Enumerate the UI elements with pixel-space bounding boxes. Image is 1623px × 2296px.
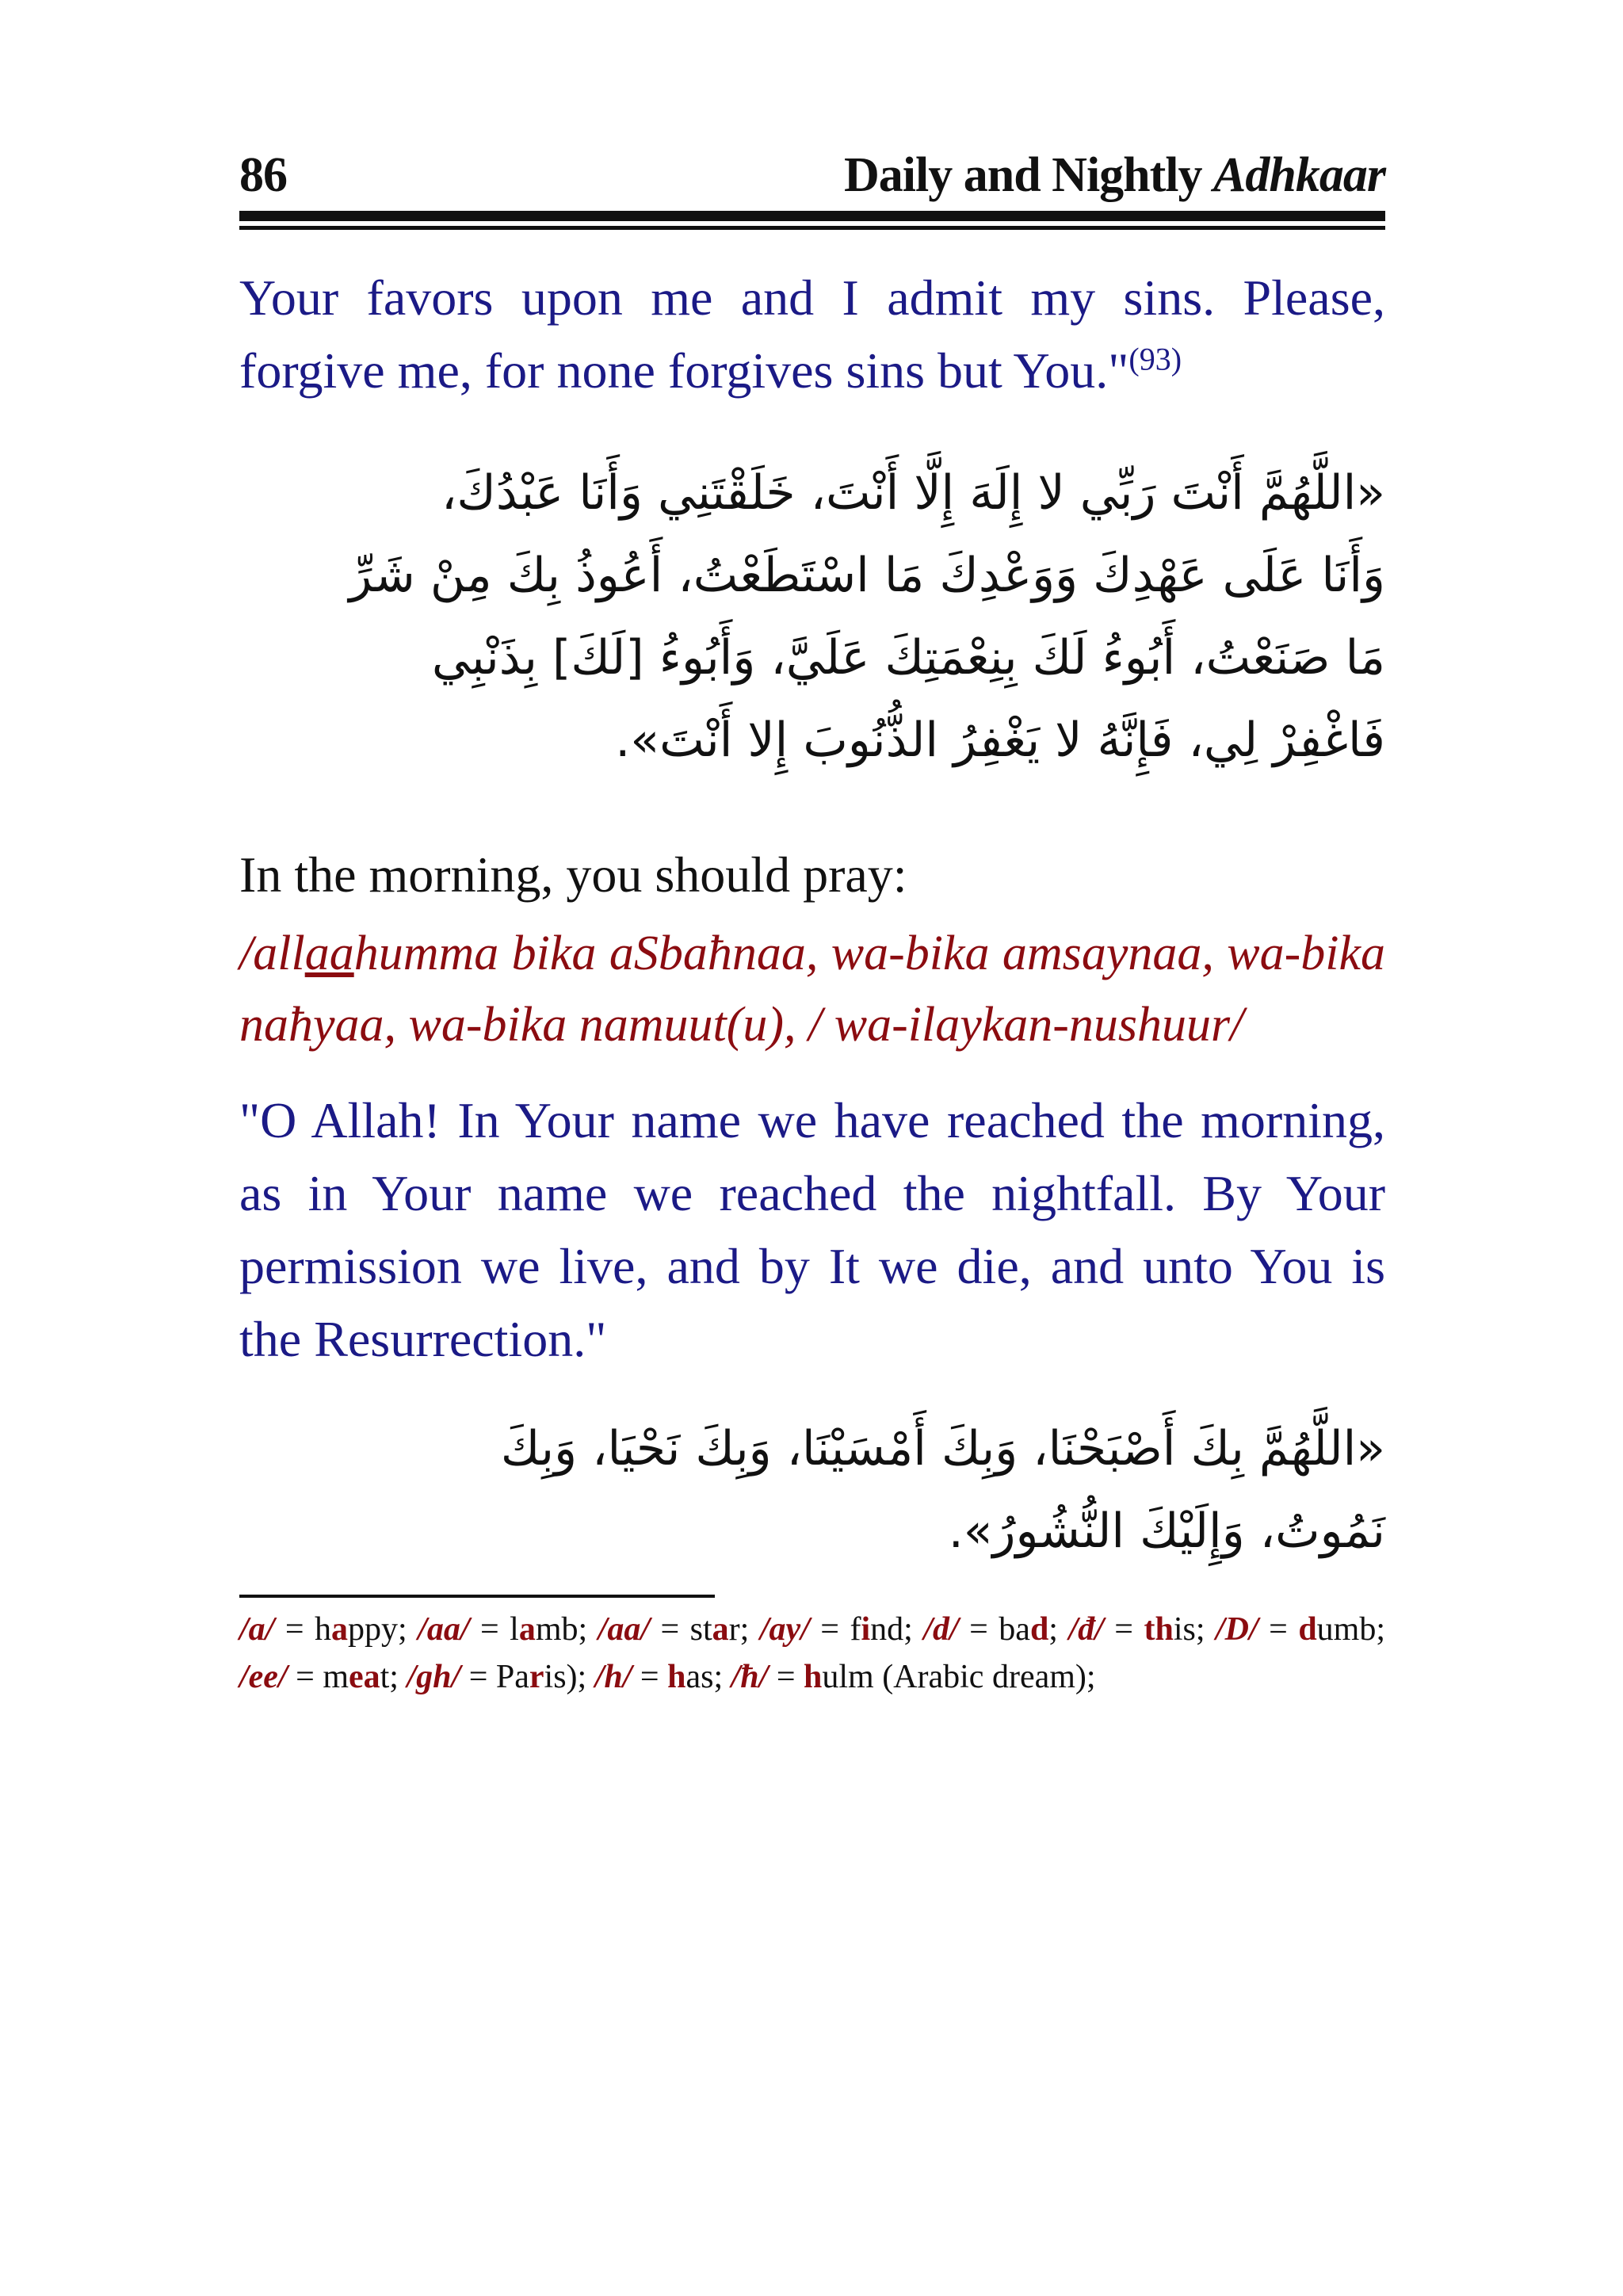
highlighted-sound: a <box>331 1611 348 1648</box>
arabic-dua-2 <box>239 1408 1385 1572</box>
header-rule-thin <box>239 226 1385 230</box>
phoneme-symbol: /D/ <box>1215 1611 1258 1648</box>
running-title-text: Daily and Nightly <box>843 148 1214 202</box>
phoneme-symbol: /đ/ <box>1068 1611 1104 1648</box>
phoneme-symbol: /aa/ <box>418 1611 470 1648</box>
phoneme-symbol: /ħ/ <box>731 1659 769 1695</box>
phoneme-symbol: /ay/ <box>759 1611 810 1648</box>
arabic-line: مَا صَنَعْتُ، أَبُوءُ لَكَ بِنِعْمَتِكَ عَلَيَّ، وَأَبُوءُ [لَكَ] بِذَنْبِي <box>431 630 1385 686</box>
footnote-reference: (93) <box>1128 341 1182 377</box>
footnote-entry: /D/ = dumb; <box>1215 1611 1386 1648</box>
footnote-entry: /aa/ = star; <box>598 1611 760 1648</box>
arabic-line: «اللَّهُمَّ أَنْتَ رَبِّي لا إِلَهَ إِلَّا أَنْتَ، خَلَقْتَنِي وَأَنَا عَبْدُكَ، <box>441 465 1385 521</box>
highlighted-sound: h <box>804 1659 823 1695</box>
morning-intro: In the morning, you should pray: <box>239 846 907 903</box>
running-title <box>843 148 1385 202</box>
header-rule-thick <box>239 211 1385 221</box>
arabic-line: نَمُوتُ، وَإِلَيْكَ النُّشُورُ». <box>948 1503 1385 1559</box>
highlighted-sound: h <box>667 1659 686 1695</box>
footnote-entry: /ħ/ = hulm (Arabic dream); <box>731 1659 1096 1695</box>
translation-continuation <box>239 262 1385 407</box>
phoneme-symbol: /h/ <box>594 1659 632 1695</box>
highlighted-sound: th <box>1144 1611 1174 1648</box>
footnote-entry: /ee/ = meat; <box>239 1659 407 1695</box>
footnote-entry: /ay/ = find; <box>759 1611 924 1648</box>
phoneme-symbol: /d/ <box>923 1611 959 1648</box>
phoneme-symbol: /aa/ <box>598 1611 650 1648</box>
footnote-entry: /h/ = has; <box>594 1659 731 1695</box>
phoneme-symbol: /a/ <box>239 1611 275 1648</box>
running-title-italic: Adhkaar <box>1213 148 1385 202</box>
translit-underlined: aa <box>304 926 354 980</box>
translation-morning: "O Allah! In Your name we have reached the morning, as in Your name we reached the nightfall. By Your permission we live, and by It we die, and unto You is the Resurrection." <box>239 1092 1385 1367</box>
footnote-entry: /a/ = happy; <box>239 1611 418 1648</box>
phoneme-symbol: /gh/ <box>407 1659 461 1695</box>
arabic-line: «اللَّهُمَّ بِكَ أَصْبَحْنَا، وَبِكَ أَمْسَيْنَا، وَبِكَ نَحْيَا، وَبِكَ <box>500 1421 1385 1477</box>
footnote-entry: /d/ = bad; <box>923 1611 1069 1648</box>
translit-part: humma bika aSbaħnaa, wa-bika amsaynaa, wa-bika naħyaa, wa-bika namuut(u), / wa-ilaykan-nushuur/ <box>239 926 1385 1052</box>
footnote-entry: /aa/ = lamb; <box>418 1611 598 1648</box>
highlighted-sound: d <box>1029 1611 1049 1648</box>
footnote-entry: /đ/ = this; <box>1068 1611 1216 1648</box>
transliteration <box>239 918 1385 1060</box>
arabic-line: وَأَنَا عَلَى عَهْدِكَ وَوَعْدِكَ مَا اسْتَطَعْتُ، أَعُوذُ بِكَ مِنْ شَرِّ <box>349 548 1385 603</box>
highlighted-sound: ea <box>348 1659 380 1695</box>
arabic-dua-1 <box>239 452 1385 781</box>
highlighted-sound: d <box>1298 1611 1317 1648</box>
footnote-separator <box>239 1595 715 1598</box>
highlighted-sound: a <box>518 1611 536 1648</box>
translit-part: /all <box>239 926 305 980</box>
phoneme-symbol: /ee/ <box>239 1659 288 1695</box>
highlighted-sound: i <box>861 1611 871 1648</box>
highlighted-sound: a <box>712 1611 729 1648</box>
page-number: 86 <box>239 148 287 202</box>
highlighted-sound: r <box>529 1659 544 1695</box>
book-page <box>239 148 1386 1701</box>
footnote-pronunciation-key <box>239 1606 1385 1701</box>
translation-continuation-text: Your favors upon me and I admit my sins. Please, forgive me, for none forgives sins but You." <box>239 269 1385 399</box>
footnote-entry: /gh/ = Paris); <box>407 1659 595 1695</box>
page-header <box>239 148 1385 211</box>
arabic-line: فَاغْفِرْ لِي، فَإِنَّهُ لا يَغْفِرُ الذُّنُوبَ إِلا أَنْتَ». <box>615 712 1385 768</box>
